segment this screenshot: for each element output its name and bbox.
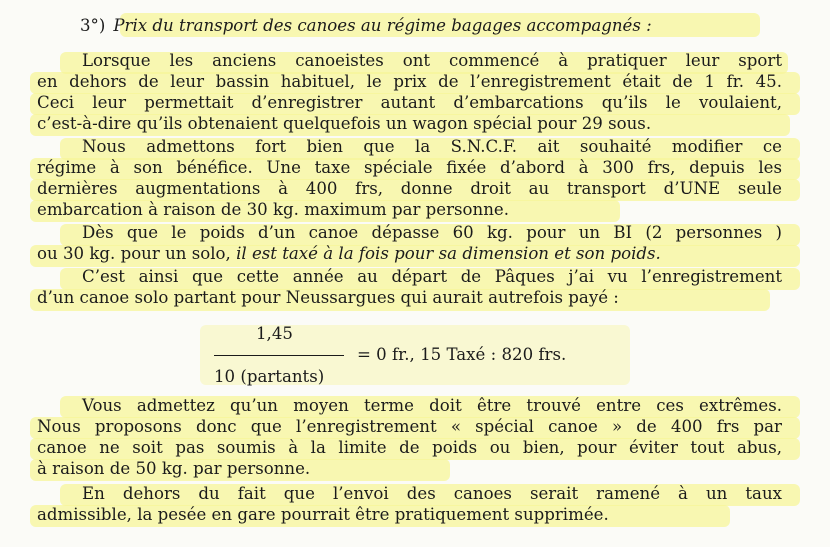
section-title: Prix du transport des canoes au régime bagages accompagnés : [113, 16, 652, 35]
section-number: 3°) [80, 16, 106, 35]
paragraph-3-line-2-italic: il est taxé à la fois pour sa dimension et son poids. [236, 244, 661, 263]
paragraph-6-line-2: admissible, la pesée en gare pourrait être pratiquement supprimée. [37, 505, 609, 524]
paragraph-3-line-2-normal: ou 30 kg. pour un solo, [37, 244, 237, 263]
paragraph-2-line-1: Nous admettons fort bien que la S.N.C.F. ait souhaité modifier ce [82, 137, 782, 156]
paragraph-5-line-1: Vous admettez qu’un moyen terme doit être trouvé entre ces extrêmes. [82, 396, 782, 415]
paragraph-3-line-2 [37, 244, 661, 265]
paragraph-5-line-2: Nous proposons donc que l’enregistrement « spécial canoe » de 400 frs par [37, 417, 782, 436]
paragraph-2-line-4: embarcation à raison de 30 kg. maximum par personne. [37, 200, 510, 219]
paragraph-5-line-4: à raison de 50 kg. par personne. [37, 459, 311, 478]
paragraph-4-line-2: d’un canoe solo partant pour Neussargues qui aurait autrefois payé : [37, 288, 619, 307]
paragraph-2-line-3: dernières augmentations à 400 frs, donne droit au transport d’UNE seule [37, 179, 782, 198]
paragraph-2-line-2: régime à son bénéfice. Une taxe spéciale fixée d’abord à 300 frs, depuis les [37, 158, 782, 177]
formula-result: = 0 fr., 15 Taxé : 820 frs. [357, 345, 567, 364]
paragraph-1-line-3: Ceci leur permettait d’enregistrer autant d’embarcations qu’ils le voulaient, [37, 93, 782, 112]
paragraph-5-line-3: canoe ne soit pas soumis à la limite de poids ou bien, pour éviter tout abus, [37, 438, 782, 457]
paragraph-4-line-1: C’est ainsi que cette année au départ de Pâques j’ai vu l’enregistrement [82, 267, 782, 286]
formula-numerator: 1,45 [256, 324, 293, 343]
fraction-bar [214, 355, 344, 356]
paragraph-6-line-1: En dehors du fait que l’envoi des canoes serait ramené à un taux [82, 484, 782, 503]
paragraph-1-line-1: Lorsque les anciens canoeistes ont commencé à pratiquer leur sport [82, 51, 782, 70]
formula-denominator: 10 (partants) [214, 367, 325, 386]
section-heading [80, 16, 652, 35]
paragraph-1-line-2: en dehors de leur bassin habituel, le prix de l’enregistrement était de 1 fr. 45. [37, 72, 782, 91]
paragraph-1-line-4: c’est-à-dire qu’ils obtenaient quelquefois un wagon spécial pour 29 sous. [37, 114, 652, 133]
paragraph-3-line-1: Dès que le poids d’un canoe dépasse 60 kg. pour un BI (2 personnes ) [82, 223, 782, 242]
